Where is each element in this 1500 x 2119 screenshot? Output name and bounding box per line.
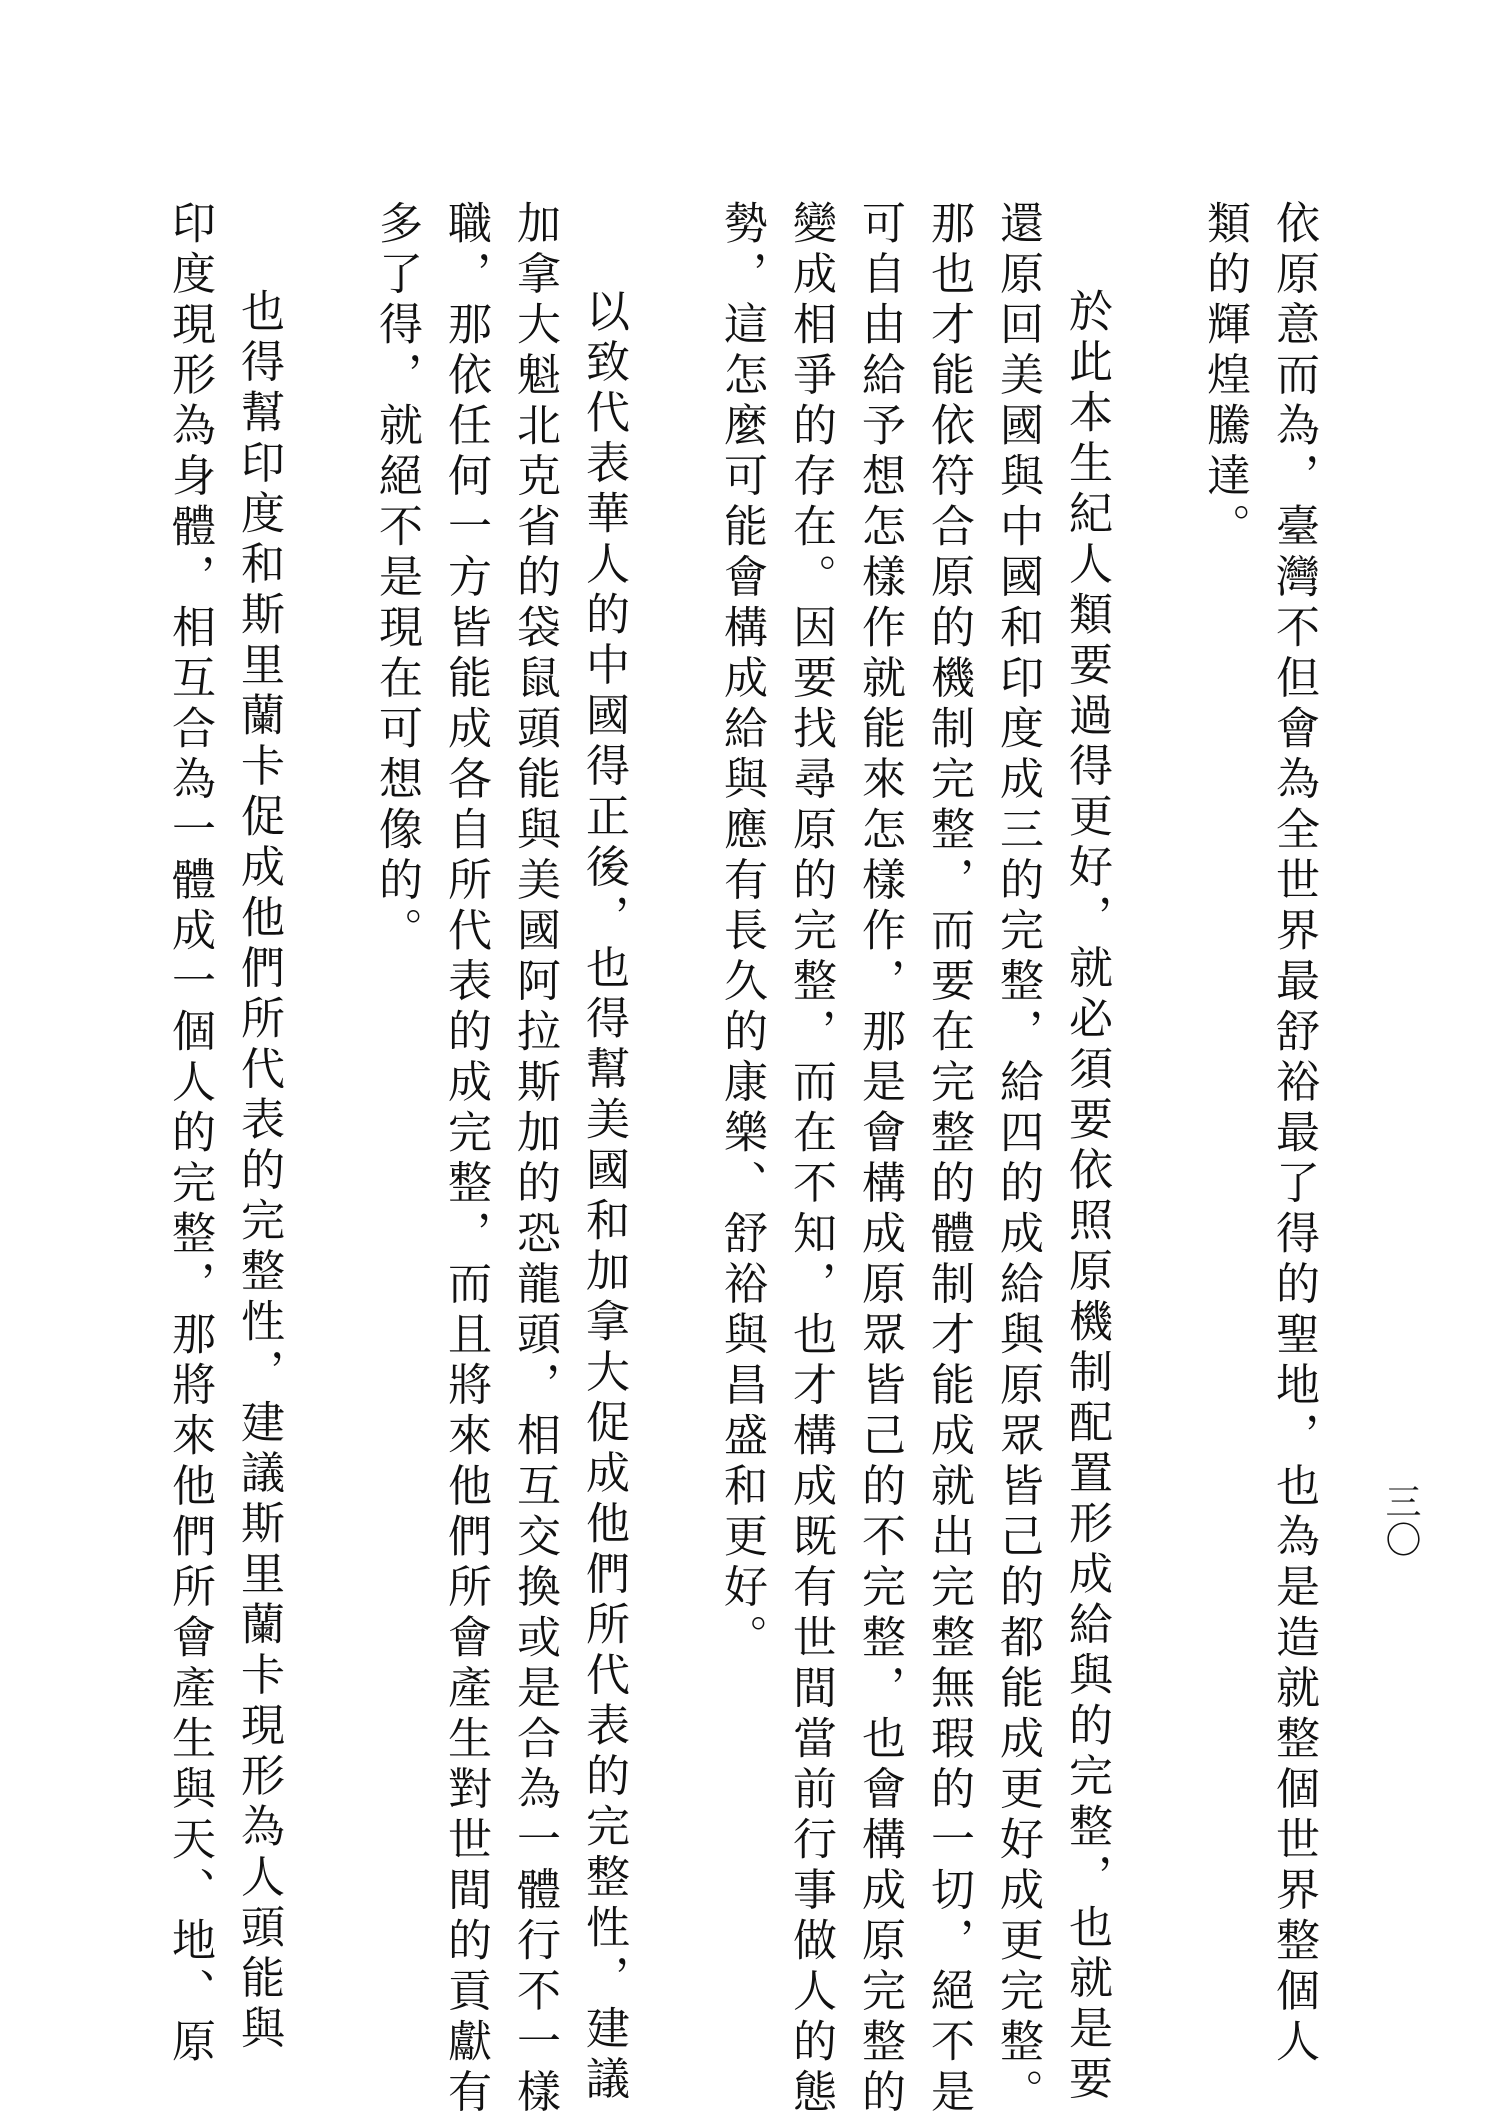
text-line: 勢，這怎麼可能會構成給與應有長久的康樂、舒裕與昌盛和更好。 bbox=[716, 200, 767, 1665]
text-line: 變成相爭的存在。因要找尋原的完整，而在不知，也才構成既有世間當前行事做人的態 bbox=[785, 200, 836, 2119]
text-line: 還原回美國與中國和印度成三的完整，給四的成給與原眾皆己的都能成更好成更完整。 bbox=[992, 200, 1043, 2119]
text-line: 加拿大魁北克省的袋鼠頭能與美國阿拉斯加的恐龍頭，相互交換或是合為一體行不一樣 bbox=[509, 200, 560, 2119]
text-line: 多了得，就絕不是現在可想像的。 bbox=[371, 200, 422, 958]
text-line-content: 以致代表華人的中國得正後，也得幫美國和加拿大促成他們所代表的完整性，建議 bbox=[578, 288, 629, 2106]
text-line bbox=[1052, 200, 1121, 2106]
text-line: 職，那依任何一方皆能成各自所代表的成完整，而且將來他們所會產生對世間的貢獻有 bbox=[440, 200, 491, 2119]
paragraph-gap bbox=[638, 200, 707, 1900]
text-line-content: 於此本生紀人類要過得更好，就必須要依照原機制配置形成給與的完整，也就是要 bbox=[1061, 288, 1112, 2106]
text-line bbox=[224, 200, 293, 2056]
paragraph-gap bbox=[1121, 200, 1190, 1900]
page-number: 三〇 bbox=[1380, 1483, 1421, 1559]
text-line: 依原意而為，臺灣不但會為全世界最舒裕最了得的聖地，也為是造就整個世界整個人 bbox=[1268, 200, 1319, 2069]
text-line: 可自由給予想怎樣作就能來怎樣作，那是會構成原眾皆己的不完整，也會構成原完整的 bbox=[854, 200, 905, 2119]
paragraph-gap bbox=[293, 200, 362, 1900]
vertical-text-body bbox=[164, 200, 1328, 2119]
text-line bbox=[569, 200, 638, 2106]
text-line: 類的輝煌騰達。 bbox=[1199, 200, 1250, 554]
text-line-content: 也得幫印度和斯里蘭卡促成他們所代表的完整性，建議斯里蘭卡現形為人頭能與 bbox=[233, 288, 284, 2056]
text-line: 印度現形為身體，相互合為一體成一個人的完整，那將來他們所會產生與天、地、原 bbox=[164, 200, 215, 2069]
text-line: 那也才能依符合原的機制完整，而要在完整的體制才能成就出完整無瑕的一切，絕不是 bbox=[923, 200, 974, 2119]
